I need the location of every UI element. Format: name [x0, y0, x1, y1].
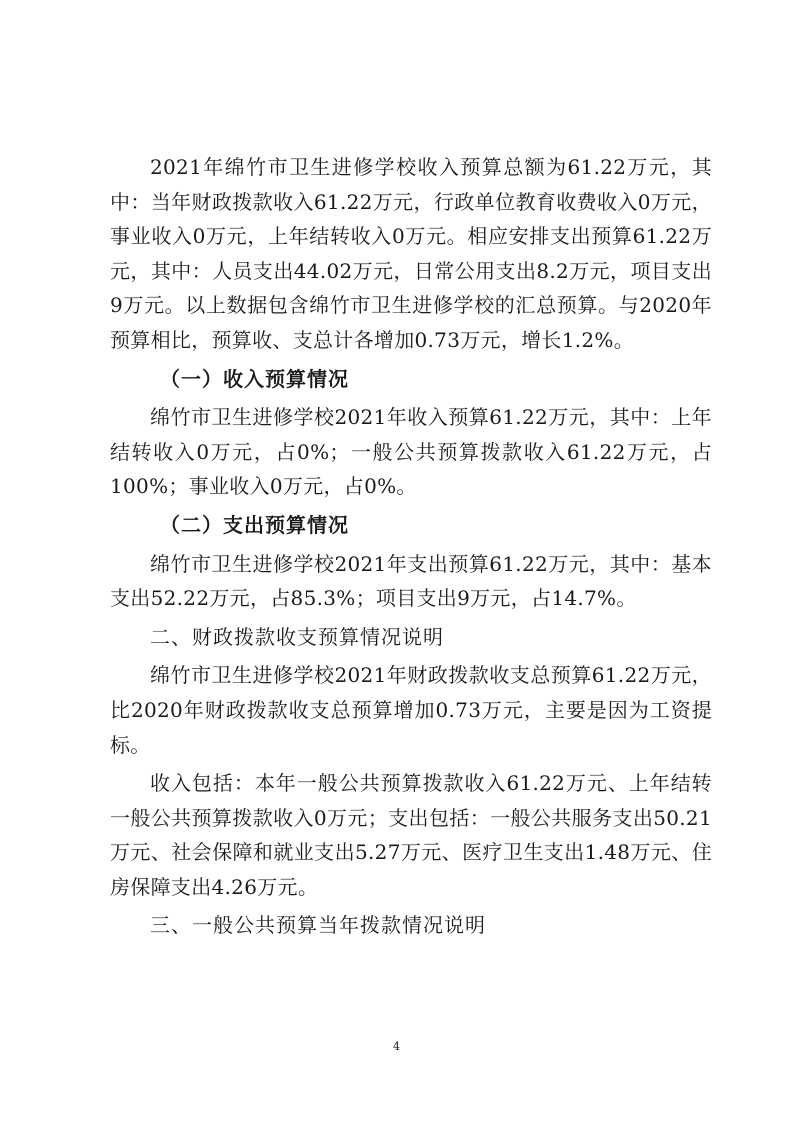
section-2-paragraph: 绵竹市卫生进修学校2021年财政拨款收支总预算61.22万元，比2020年财政拨款收支总预算增加0.73万元，主要是因为工资提标。 — [110, 663, 712, 757]
section-3-heading: 三、一般公共预算当年拨款情况说明 — [150, 913, 486, 938]
section-2-detail-paragraph: 收入包括：本年一般公共预算拨款收入61.22万元、上年结转一般公共预算拨款收入0万元；支出包括：一般公共服务支出50.21万元、社会保障和就业支出5.27万元、医疗卫生支出1.48万元、住房保障支出4.26万元。 — [110, 771, 712, 899]
page-number: 4 — [393, 1040, 400, 1053]
income-budget-paragraph: 绵竹市卫生进修学校2021年收入预算61.22万元，其中：上年结转收入0万元，占0%；一般公共预算拨款收入61.22万元，占100%；事业收入0万元，占0%。 — [110, 405, 712, 499]
expense-budget-paragraph: 绵竹市卫生进修学校2021年支出预算61.22万元，其中：基本支出52.22万元，占85.3%；项目支出9万元，占14.7%。 — [110, 551, 712, 611]
document-body — [110, 150, 712, 943]
income-budget-heading: （一）收入预算情况 — [160, 366, 349, 391]
section-2-heading: 二、财政拨款收支预算情况说明 — [150, 624, 444, 649]
expense-budget-heading: （二）支出预算情况 — [160, 512, 349, 537]
intro-paragraph: 2021年绵竹市卫生进修学校收入预算总额为61.22万元，其中：当年财政拨款收入61.22万元，行政单位教育收费收入0万元，事业收入0万元，上年结转收入0万元。相应安排支出预算61.22万元，其中：人员支出44.02万元，日常公用支出8.2万元，项目支出9万元。以上数据包含绵竹市卫生进修学校的汇总预算。与2020年预算相比，预算收、支总计各增加0.73万元，增长1.2%。 — [110, 155, 712, 352]
